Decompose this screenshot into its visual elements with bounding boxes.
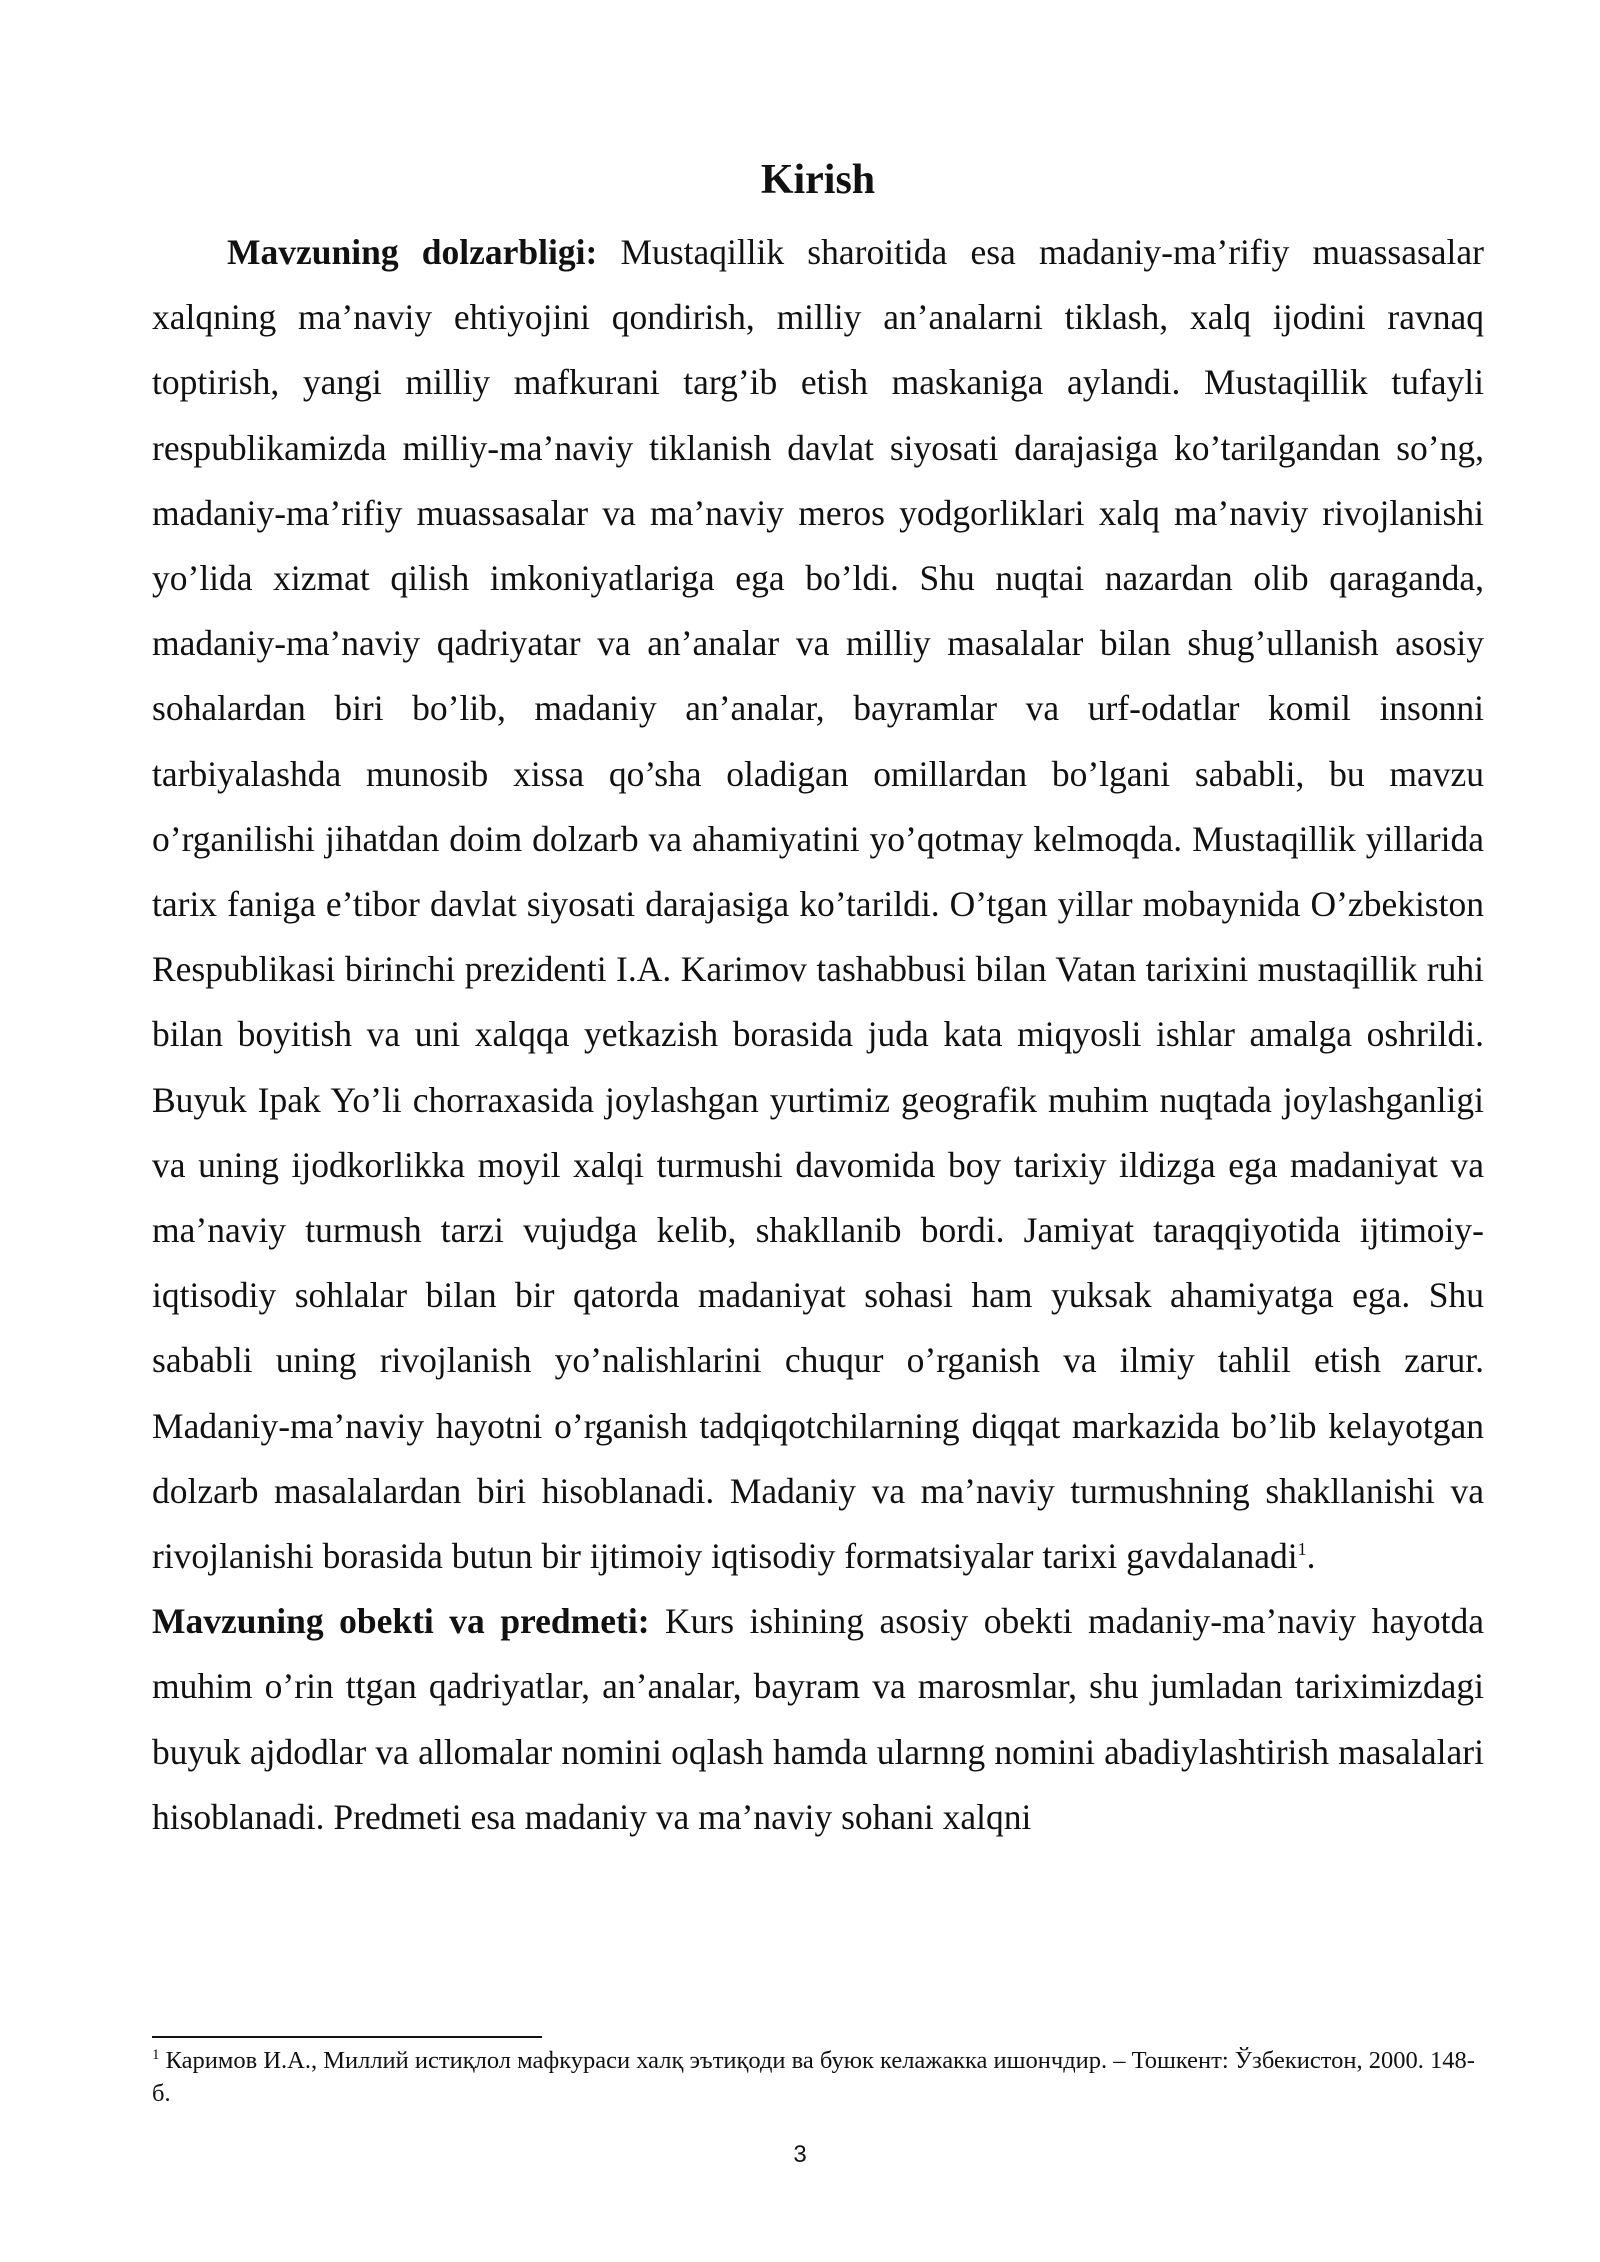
page-title: Kirish [760,157,876,203]
footnote-text: Каримов И.А., Миллий истиқлол мафкураси халқ эътиқоди ва буюк келажакка ишончдир. – Тошкент: Ўзбекистон, 2000. 148-б. [152,2047,1475,2107]
body-text [152,220,1484,1850]
footnote-separator [152,2036,542,2038]
paragraph-object-subject [152,1589,1484,1850]
footnote [152,2044,1492,2110]
paragraph-text: Mustaqillik sharoitida esa madaniy-ma’rifiy muassasalar xalqning ma’naviy ehtiyojini qondirish, milliy an’analarni tiklash, xalq ijodini ravnaq toptirish, yangi milliy mafkurani targ’ib etish maskaniga aylandi. Mustaqillik tufayli respublikamizda milliy-ma’naviy tiklanish davlat siyosati darajasiga ko’tarilgandan so’ng, madaniy-ma’rifiy muassasalar va ma’naviy meros yodgorliklari xalq ma’naviy rivojlanishi yo’lida xizmat qilish imkoniyatlariga ega bo’ldi. Shu nuqtai nazardan olib qaraganda, madaniy-ma’naviy qadriyatar va an’analar va milliy masalalar bilan shug’ullanish asosiy sohalardan biri bo’lib, madaniy an’analar, bayramlar va urf-odatlar komil insonni tarbiyalashda munosib xissa qo’sha oladigan omillardan bo’lgani sababli, bu mavzu o’rganilishi jihatdan doim dolzarb va ahamiyatini yo’qotmay kelmoqda. Mustaqillik yillarida tarix faniga e’tibor davlat siyosati darajasiga ko’tarildi. O’tgan yillar mobaynida O’zbekiston Respublikasi birinchi prezidenti I.A. Karimov tashabbusi bilan Vatan tarixini mustaqillik ruhi bilan boyitish va uni xalqqa yetkazish borasida juda kata miqyosli ishlar amalga oshrildi. Buyuk Ipak Yo’li chorraxasida joylashgan yurtimiz geografik muhim nuqtada joylashganligi va uning ijodkorlikka moyil xalqi turmushi davomida boy tarixiy ildizga ega madaniyat va ma’naviy turmush tarzi vujudga kelib, shakllanib bordi. Jamiyat taraqqiyotida ijtimoiy-iqtisodiy sohlalar bilan bir qatorda madaniyat sohasi ham yuksak ahamiyatga ega. Shu sababli uning rivojlanish yo’nalishlarini chuqur o’rganish va ilmiy tahlil etish zarur. Madaniy-ma’naviy hayotni o’rganish tadqiqotchilarning diqqat markazida bo’lib kelayotgan dolzarb masalalardan biri hisoblanadi. Madaniy va ma’naviy turmushning shakllanishi va rivojlanishi borasida butun bir ijtimoiy iqtisodiy formatsiyalar tarixi gavdalanadi [152,232,1484,1577]
paragraph-text: Kurs ishining asosiy obekti madaniy-ma’naviy hayotda muhim o’rin ttgan qadriyatlar, an’analar, bayram va marosmlar, shu jumladan tariximizdagi buyuk ajdodlar va allomalar nomini oqlash hamda ularnng nomini abadiylashtirish masalalari hisoblanadi. Predmeti esa madaniy va ma’naviy sohani xalqni [152,1601,1484,1837]
footnote-reference[interactable]: 1 [1297,1539,1307,1560]
paragraph-end: . [1306,1536,1316,1577]
paragraph-lead: Mavzuning obekti va predmeti: [152,1601,650,1642]
footnote-number: 1 [152,2046,160,2063]
page-number: 3 [793,2141,807,2168]
paragraph-lead: Mavzuning dolzarbligi: [227,232,598,272]
paragraph-relevance [152,220,1484,1589]
